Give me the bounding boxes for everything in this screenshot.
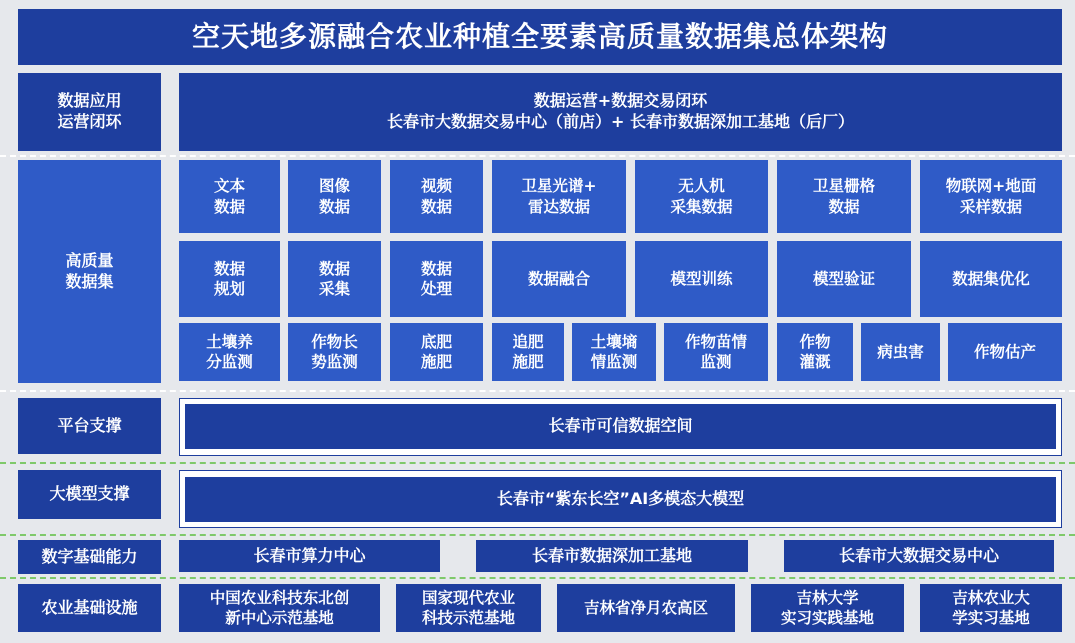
- scene-yield-estimate: 作物估产: [948, 323, 1062, 381]
- infra-jilin-university-base: 吉林大学 实习实践基地: [751, 584, 904, 632]
- process-planning: 数据 规划: [179, 241, 280, 317]
- process-training: 模型训练: [635, 241, 768, 317]
- data-type-satellite-radar: 卫星光谱+ 雷达数据: [492, 160, 626, 233]
- separator: [0, 462, 1075, 464]
- scene-crop-growth: 作物长 势监测: [288, 323, 381, 381]
- separator: [0, 155, 1075, 157]
- process-validation: 模型验证: [777, 241, 911, 317]
- data-type-iot-ground: 物联网+地面 采样数据: [920, 160, 1062, 233]
- scene-base-fertilizer: 底肥 施肥: [390, 323, 483, 381]
- row-label-app: 数据应用 运营闭环: [18, 73, 161, 151]
- data-type-satellite-raster: 卫星栅格 数据: [777, 160, 911, 233]
- row-label-digital: 数字基础能力: [18, 540, 161, 574]
- process-optimization: 数据集优化: [920, 241, 1062, 317]
- data-type-image: 图像 数据: [288, 160, 381, 233]
- row-label-dataset: 高质量 数据集: [18, 160, 161, 383]
- process-collection: 数据 采集: [288, 241, 381, 317]
- model-content: 长春市“紫东长空”AI多模态大模型: [185, 477, 1056, 522]
- process-processing: 数据 处理: [390, 241, 483, 317]
- infra-modern-agri-base: 国家现代农业 科技示范基地: [396, 584, 541, 632]
- scene-seedling: 作物苗情 监测: [664, 323, 768, 381]
- diagram-title: 空天地多源融合农业种植全要素高质量数据集总体架构: [18, 9, 1062, 65]
- scene-irrigation: 作物 灌溉: [777, 323, 853, 381]
- row-label-platform: 平台支撑: [18, 398, 161, 454]
- digital-compute-center: 长春市算力中心: [179, 540, 440, 572]
- infra-jilin-agri-university-base: 吉林农业大 学实习基地: [920, 584, 1062, 632]
- infra-northeast-center: 中国农业科技东北创 新中心示范基地: [179, 584, 380, 632]
- separator: [0, 534, 1075, 536]
- infra-jingyue-zone: 吉林省净月农高区: [557, 584, 735, 632]
- digital-exchange-center: 长春市大数据交易中心: [784, 540, 1054, 572]
- data-type-video: 视频 数据: [390, 160, 483, 233]
- separator: [0, 390, 1075, 392]
- data-type-drone: 无人机 采集数据: [635, 160, 768, 233]
- separator: [0, 577, 1075, 579]
- row-label-infra: 农业基础设施: [18, 584, 161, 632]
- scene-soil-nutrient: 土壤养 分监测: [179, 323, 280, 381]
- data-type-text: 文本 数据: [179, 160, 280, 233]
- app-content: 数据运营+数据交易闭环 长春市大数据交易中心（前店）+ 长春市数据深加工基地（后厂）: [179, 73, 1062, 151]
- digital-processing-base: 长春市数据深加工基地: [476, 540, 748, 572]
- scene-soil-moisture: 土壤墒 情监测: [572, 323, 656, 381]
- process-fusion: 数据融合: [492, 241, 626, 317]
- row-label-model: 大模型支撑: [18, 470, 161, 519]
- scene-top-dressing: 追肥 施肥: [492, 323, 564, 381]
- platform-content: 长春市可信数据空间: [185, 404, 1056, 449]
- scene-pests: 病虫害: [861, 323, 940, 381]
